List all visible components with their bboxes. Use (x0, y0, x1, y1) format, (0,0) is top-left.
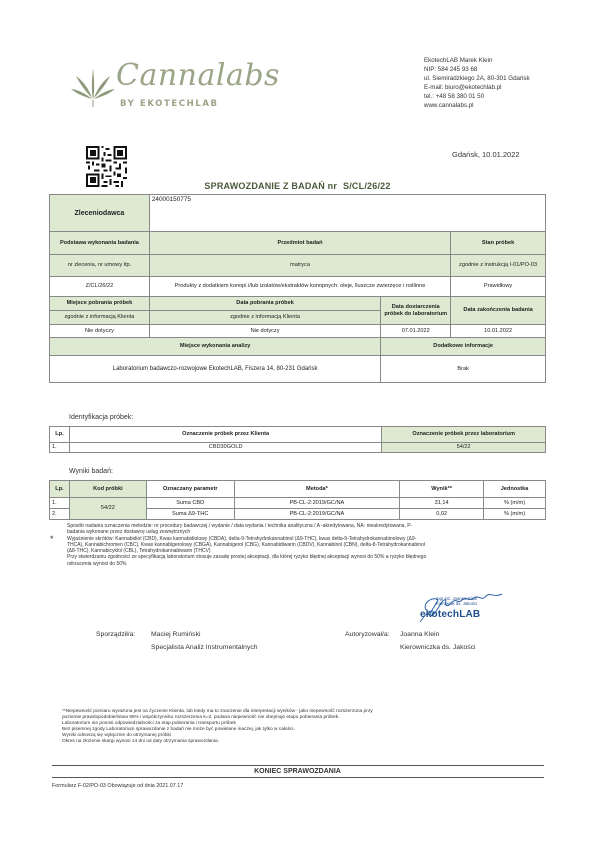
report-title (0, 181, 595, 191)
id-cell: 54/22 (382, 443, 546, 453)
form-number: Formularz F-02/PO-03 Obowiązuje od dnia 2021.07.17 (52, 783, 184, 789)
res-header-unit: Jednostka (484, 481, 546, 498)
note-line: Sposób nadania oznaczenia metodzie: nr procedury badawczej / wydanie / data wydania / technika analityczna / A -akredytowana, NA- nieakredytowana, P- (67, 523, 413, 529)
sample-state-value: Prawidłowy (451, 277, 546, 297)
table-row (50, 443, 546, 453)
res-header-code: Kod próbki (69, 481, 146, 498)
res-cell: % (m/m) (484, 498, 546, 509)
report-number: S/CL/26/22 (343, 181, 391, 191)
report-end: KONIEC SPRAWOZDANIA (254, 768, 341, 775)
footnote-line: **Niepewność pomiaru wyrażona jest na życzenie Klienta. lub kiedy ma to znaczenie dla interpretacji wyników - jako niepewność rozszerzona przy (62, 709, 373, 714)
cannabis-leaf-icon (70, 64, 116, 108)
additional-info-value: Brak (381, 356, 546, 383)
sampling-place-label: Miejsce pobrania próbek (50, 297, 150, 311)
basis-label: Podstawa wykonania badania (50, 232, 150, 255)
res-cell: PB-CL-2:2019/GC/NA (234, 509, 400, 520)
sample-state-sub: zgodnie z instrukcją I-01/PO-03 (451, 255, 546, 277)
identification-heading: Identyfikacja próbek: (69, 414, 134, 421)
res-cell: PB-CL-2:2019/GC/NA (234, 498, 400, 509)
note-line: (Δ8-THC), Kannabicyklol (CBL), Tetrahydrokannabiwarin (THCV) (67, 548, 211, 555)
res-cell: 0,02 (400, 509, 484, 520)
issue-date: Gdańsk, 10.01.2022 (452, 150, 520, 159)
res-cell: % (m/m) (484, 509, 546, 520)
res-header-param: Oznaczany parametr (146, 481, 234, 498)
authorized-by-label: Autoryzował/a: (345, 631, 390, 638)
results-heading: Wyniki badań: (69, 468, 113, 475)
res-cell: 1. (50, 498, 70, 509)
method-notes (67, 523, 537, 567)
footnote-line: Okres na złożenie skargi wynosi 14 dni od daty otrzymania sprawozdania. (62, 739, 220, 745)
res-cell: 31,14 (400, 498, 484, 509)
company-line: ul. Siemiradzkiego 2A, 80-301 Gdańsk (424, 75, 530, 82)
sampling-place-value: Nie dotyczy (50, 325, 150, 338)
note-line: odrzucenia wynosi do 50% (67, 560, 127, 567)
prepared-by-label: Sporządził/a: (96, 631, 136, 638)
id-header-lp: Lp. (50, 427, 70, 443)
company-line: E-mail: biuro@ekotechlab.pl (424, 84, 502, 91)
report-title-prefix: SPRAWOZDANIE Z BADAŃ nr (204, 181, 338, 191)
res-sample-code: 54/22 (69, 498, 146, 520)
analysis-place-label: Miejsce wykonania analizy (50, 338, 381, 356)
stamp-logo: ekotechLAB (420, 609, 481, 620)
id-header-lab: Oznaczenie próbek przez laboratorium (382, 427, 546, 443)
basis-sub: nr zlecenia, nr umowy itp. (50, 255, 150, 277)
completion-date-value: 10.01.2022 (451, 325, 546, 338)
note-line: Wyjaśnienie skrótów: Kannabidiol (CBD), Kwas kannabidiolowy (CBDA), delta-9-Tetrahydrokannabinol (Δ9-THC), kwas delta-9-Tetrahydrokannabinolowy (Δ9- (67, 535, 417, 542)
analysis-place-value: Laboratorium badawczo-rozwojowe EkotechLAB, Fiszera 14, 80-231 Gdańsk (50, 356, 381, 383)
stamp-role: Kierownik ds. Jakości (436, 601, 478, 606)
delivery-date-value: 07.01.2022 (381, 325, 451, 338)
handwritten-signature (412, 588, 522, 628)
identification-table (49, 426, 546, 453)
basis-value: Z/CL/26/22 (50, 277, 150, 297)
prepared-by-role: Specjalista Analiz Instrumentalnych (151, 644, 258, 651)
footnote-line: Wyniki odnoszą się wyłącznie do otrzymanej próbki (62, 733, 172, 739)
subject-value: Produkty z dodatkiem konopi i/lub izolatów/ekstraktów konopnych: oleje, lluszcze zwierzęce i roślinne (149, 277, 450, 297)
footnotes (62, 709, 532, 746)
footnote-line: poziomie prawdopodobieństwa 95% i współczynniku rozszerzenia k=2, podana niepewność nie obejmuje etapu pobierania próbek. (62, 715, 340, 721)
additional-info-label: Dodatkowe informacje (381, 338, 546, 356)
id-cell: 1. (50, 443, 70, 453)
note-line: THCA), Kannabichromen (CBC), Kwas kannabigerolowy (CBGA), Kannabigerol (CBG), Kannabidiwarin (CBDV), Kannabinol (CBN), delta-8-Tetrahydrokannabinol (67, 541, 425, 548)
results-table (49, 480, 546, 520)
res-header-method: Metoda* (234, 481, 400, 498)
delivery-date-label: Data dostarczenia próbek do laboratorium (381, 297, 451, 325)
res-cell: 2. (50, 509, 70, 520)
subject-sub: matryca (149, 255, 450, 277)
res-header-lp: Lp. (50, 481, 70, 498)
id-cell: CBD30GOLD (69, 443, 381, 453)
res-cell: Suma Δ9-THC (146, 509, 234, 520)
res-header-result: Wynik** (400, 481, 484, 498)
company-line: NIP: 584 245 93 68 (424, 66, 478, 73)
authorized-by-name: Joanna Klein (400, 631, 440, 638)
company-line: www.cannalabs.pl (424, 102, 474, 109)
notes-asterisk: * (50, 534, 54, 544)
id-header-client: Oznaczenie próbek przez Klienta (69, 427, 381, 443)
logo-wordmark: Cannalabs (116, 58, 280, 93)
stamp-name: mgr inż. Joanna Klein (436, 596, 478, 601)
authorized-by-role: Kierowniczka ds. Jakości (400, 644, 476, 651)
sampling-date-value: Nie dotyczy (149, 325, 380, 338)
divider (52, 765, 544, 766)
sampling-date-label: Data pobrania próbek (149, 297, 380, 311)
footnote-line: Bez pisemnej zgody Laboratorium sprawozdanie z badań nie może być powielane inaczej, jak tylko w całości. (62, 727, 295, 733)
company-line: EkotechLAB Marek Klein (424, 57, 493, 64)
divider (52, 777, 544, 778)
client-value: 24000150775 (149, 195, 545, 232)
sample-state-label: Stan próbek (451, 232, 546, 255)
prepared-by-name: Maciej Rumiński (151, 631, 201, 638)
completion-date-label: Data zakończenia badania (451, 297, 546, 325)
sampling-place-sub: zgodnie z informacją Klienta (50, 311, 150, 325)
report-info-table (49, 194, 546, 383)
table-row (50, 498, 546, 509)
res-cell: Suma CBD (146, 498, 234, 509)
footnote-line: Laboratorium nie ponosi odpowiedzialności za etap pobierania i transportu próbek (62, 721, 236, 727)
note-line: badania wykonane przez dostawcę usług zewnętrznych (67, 529, 191, 536)
company-info (424, 56, 530, 110)
sampling-date-sub: zgodnie z informacją Klienta (149, 311, 380, 325)
logo-subtitle: BY EKOTECHLAB (120, 99, 219, 109)
subject-label: Przedmiot badań (149, 232, 450, 255)
company-line: tel.: +48 58 380 01 50 (424, 93, 485, 100)
client-label: Zleceniodawca (50, 195, 150, 232)
note-line: Przy stwierdzaniu zgodności ze specyfikacją laboratorium stosuje zasadę prostej akceptacji, dla której ryzyko błędnej akceptacji wynosi do 50% a ryzyko błędnego (67, 554, 427, 561)
